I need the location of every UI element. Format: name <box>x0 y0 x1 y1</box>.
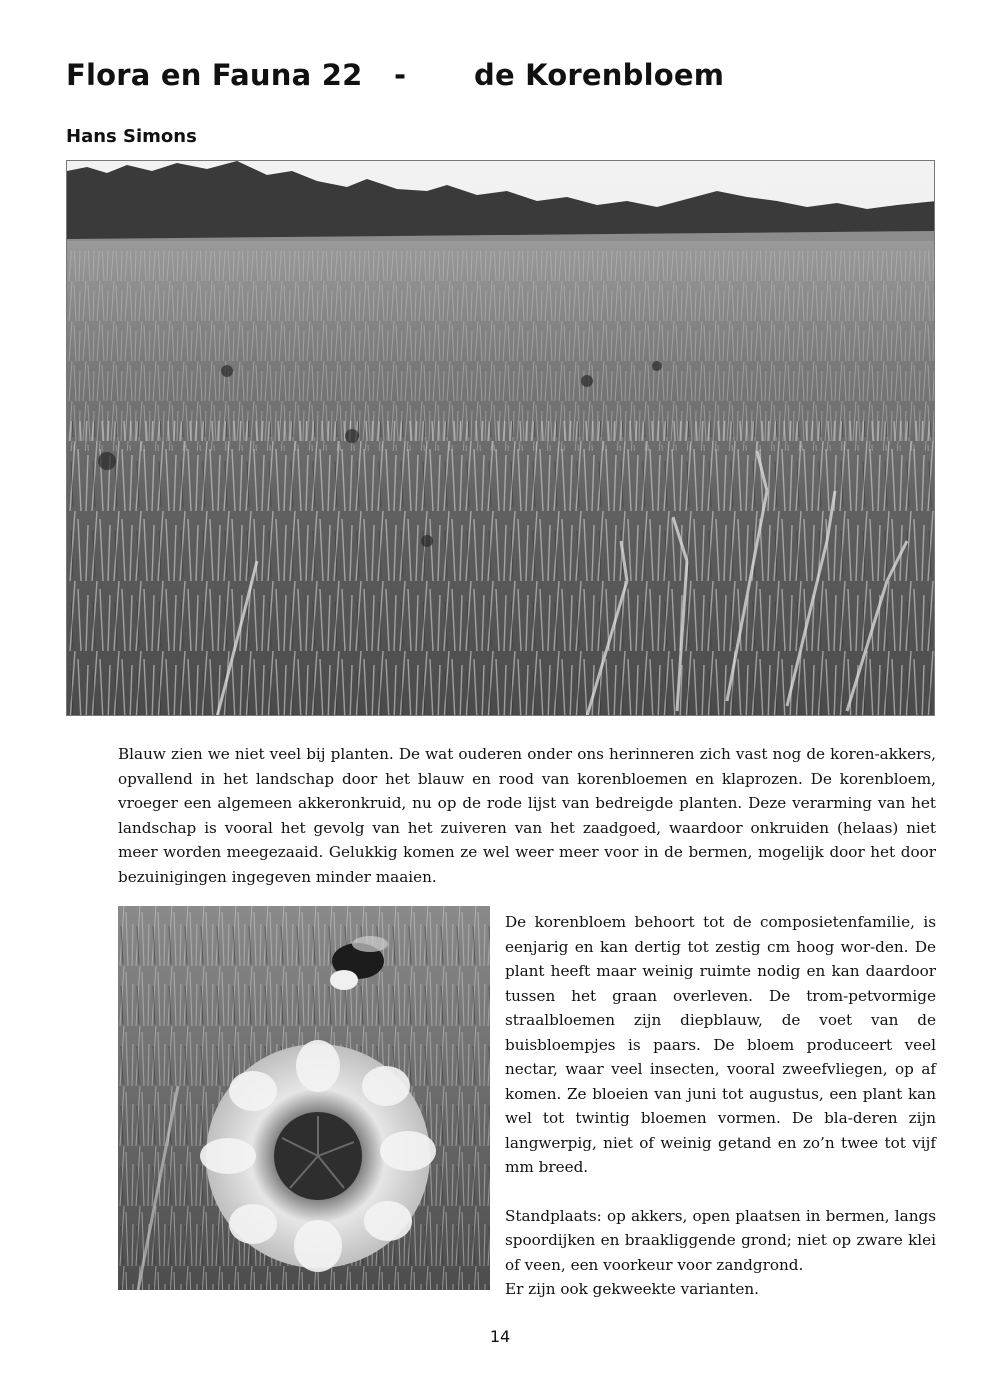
article-title <box>66 58 725 106</box>
title-series: Flora en Fauna 22 <box>66 58 363 92</box>
cornflower-photo-graphic <box>118 906 490 1290</box>
field-photo-graphic <box>67 161 935 716</box>
field-photo <box>66 160 935 716</box>
cornflower-photo <box>118 906 490 1290</box>
habitat-paragraph <box>505 1204 936 1302</box>
description-paragraph: De korenbloem behoort tot de composietenfamilie, is eenjarig en kan dertig tot zestig cm hoog wor-den. De plant heeft maar weinig ruimte nodig en kan daardoor tussen het graan overleven. De trom-petvormige straalbloemen zijn diepblauw, de voet van de buisbloempjes is paars. De bloem produceert veel nectar, waar veel insecten, vooral zweefvliegen, op af komen. Ze bloeien van juni tot augustus, een plant kan wel tot twintig bloemen vormen. De bla-deren zijn langwerpig, niet of weinig getand en zo’n twee tot vijf mm breed. <box>505 913 936 1176</box>
title-subject: de Korenbloem <box>474 58 725 92</box>
author-name: Hans Simons <box>66 126 197 147</box>
description-column <box>505 910 936 1302</box>
intro-paragraph: Blauw zien we niet veel bij planten. De wat ouderen onder ons herinneren zich vast nog de koren-akkers, opvallend in het landschap door het blauw en rood van korenbloemen en klaprozen. De korenbloem, vroeger een algemeen akkeronkruid, nu op de rode lijst van bedreigde planten. Deze verarming van het landschap is vooral het gevolg van het zuiveren van het zaadgoed, waardoor onkruiden (helaas) niet meer worden meegezaaid. Gelukkig komen ze wel weer meer voor in de bermen, mogelijk door het door bezuinigingen ingegeven minder maaien. <box>118 745 936 886</box>
habitat-text: Standplaats: op akkers, open plaatsen in bermen, langs spoordijken en braakliggende grond; niet op zware klei of veen, een voorkeur voor zandgrond. <box>505 1206 936 1274</box>
title-separator: - <box>394 58 407 92</box>
page-number: 14 <box>489 1327 511 1346</box>
habitat-closing-line: Er zijn ook gekweekte varianten. <box>505 1280 759 1298</box>
